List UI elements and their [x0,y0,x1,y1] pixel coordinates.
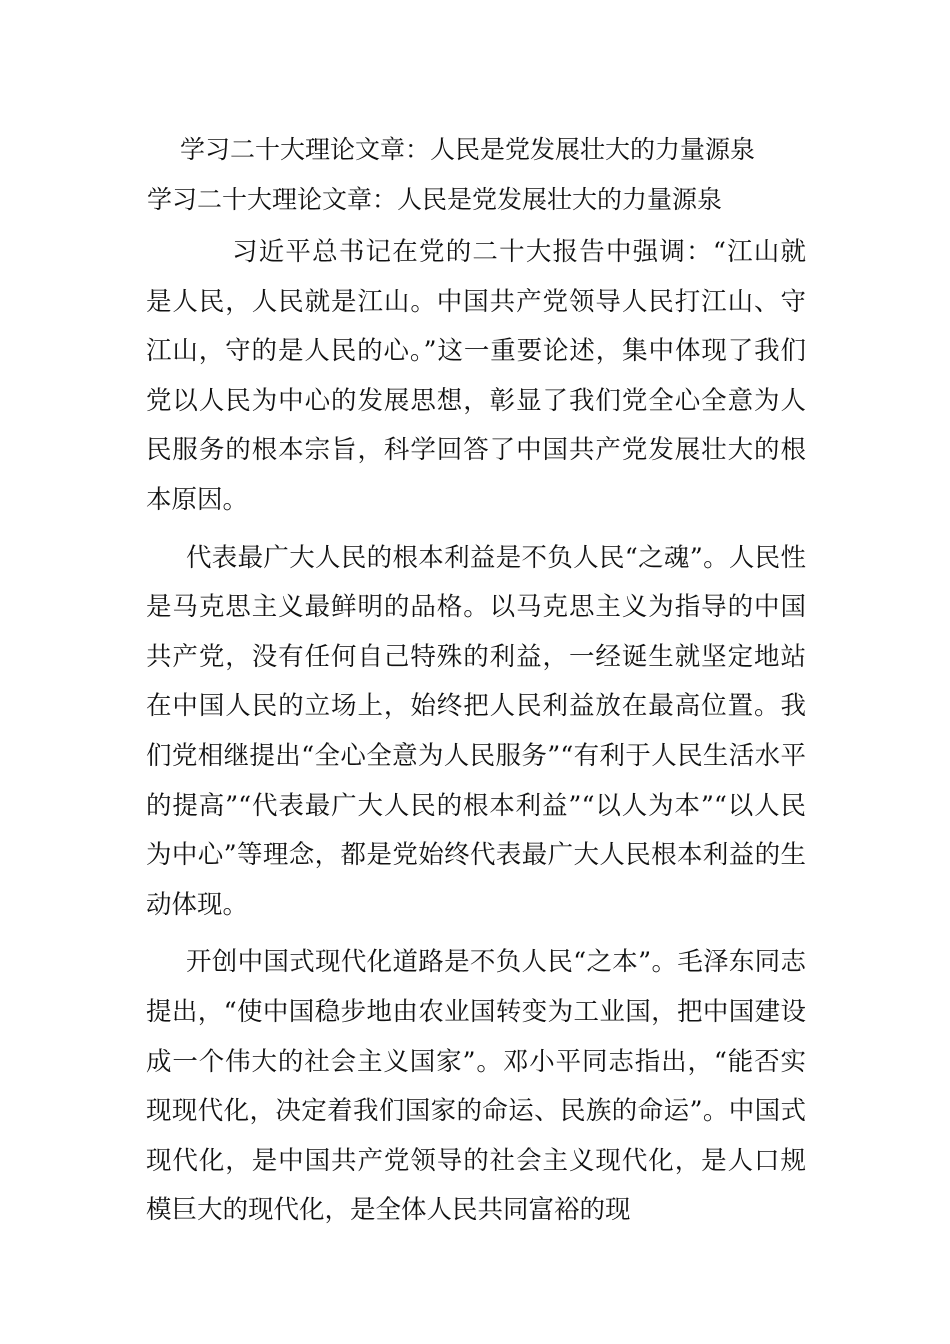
paragraph-intro: 习近平总书记在党的二十大报告中强调：“江山就是人民，人民就是江山。中国共产党领导人民打江山、守江山，守的是人民的心。”这一重要论述，集中体现了我们党以人民为中心的发展思想，彰显了我们党全心全意为人民服务的根本宗旨，科学回答了中国共产党发展壮大的根本原因。 [146,237,806,515]
paragraph-interests: 代表最广大人民的根本利益是不负人民“之魂”。人民性是马克思主义最鲜明的品格。以马克思主义为指导的中国共产党，没有任何自己特殊的利益，一经诞生就坚定地站在中国人民的立场上，始终把人民利益放在最高位置。我们党相继提出“全心全意为人民服务”“有利于人民生活水平的提高”“代表最广大人民的根本利益”“以人为本”“以人民为中心”等理念，都是党始终代表最广大人民根本利益的生动体现。 [146,542,806,920]
document-title: 学习二十大理论文章：人民是党发展壮大的力量源泉 [180,135,756,164]
paragraph-modernization: 开创中国式现代化道路是不负人民“之本”。毛泽东同志提出，“使中国稳步地由农业国转变为工业国，把中国建设成一个伟大的社会主义国家”。邓小平同志指出，“能否实现现代化，决定着我们国家的命运、民族的命运”。中国式现代化，是中国共产党领导的社会主义现代化，是人口规模巨大的现代化，是全体人民共同富裕的现 [146,947,806,1226]
document-body [146,228,806,1244]
document-subtitle: 学习二十大理论文章：人民是党发展壮大的力量源泉 [147,185,723,214]
